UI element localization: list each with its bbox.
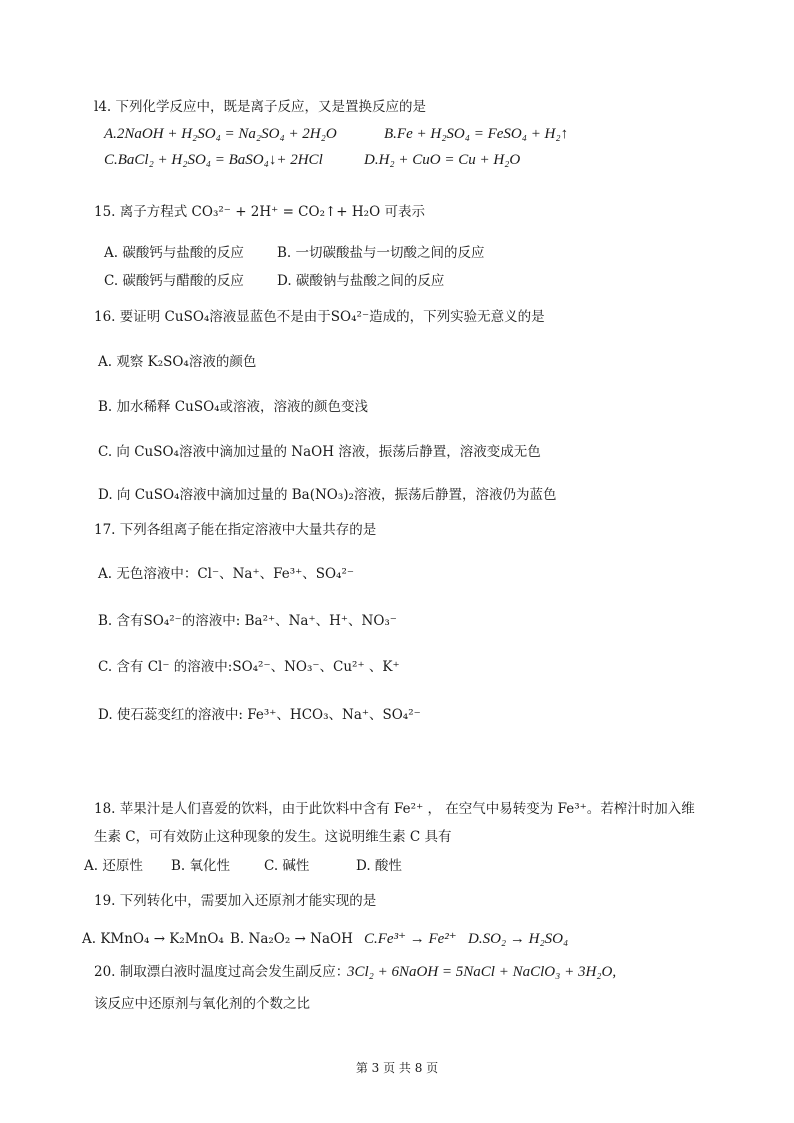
q18-option-a: A. 还原性 (84, 858, 143, 874)
q16-option-c: C. 向 CuSO₄溶液中滴加过量的 NaOH 溶液，振荡后静置，溶液变成无色 (98, 444, 541, 460)
q16-option-a: A. 观察 K₂SO₄溶液的颜色 (98, 354, 257, 370)
q17-option-a: A. 无色溶液中：Cl⁻、Na⁺、Fe³⁺、SO₄²⁻ (98, 566, 355, 582)
q19-option-c: C.Fe³⁺ → Fe²⁺ (364, 931, 457, 947)
q15-option-b: B. 一切碳酸盐与一切酸之间的反应 (277, 245, 485, 261)
q17-option-c: C. 含有 Cl⁻ 的溶液中:SO₄²⁻、NO₃⁻、Cu²⁺ 、K⁺ (98, 659, 400, 675)
q19-option-a: A. KMnO₄ → K₂MnO₄ (82, 931, 224, 947)
q15-option-a: A. 碳酸钙与盐酸的反应 (104, 245, 244, 261)
q18-stem-line1: 18. 苹果汁是人们喜爱的饮料，由于此饮料中含有 Fe²⁺ ， 在空气中易转变为 Fe³⁺。若榨汁时加入维 (94, 801, 695, 817)
q20-stem-line2: 该反应中还原剂与氧化剂的个数之比 (94, 996, 310, 1012)
q14-option-a: A.2NaOH + H₂SO₄ = Na₂SO₄ + 2H₂O (104, 126, 337, 142)
page-footer: 第 3 页 共 8 页 (355, 1061, 439, 1075)
q19-stem: 19. 下列转化中，需要加入还原剂才能实现的是 (94, 893, 377, 909)
q18-stem-line2: 生素 C，可有效防止这种现象的发生。这说明维生素 C 具有 (94, 829, 452, 845)
q15-stem: 15. 离子方程式 CO₃²⁻ + 2H⁺ = CO₂↑+ H₂O 可表示 (94, 204, 425, 220)
q17-option-b: B. 含有SO₄²⁻的溶液中: Ba²⁺、Na⁺、H⁺、NO₃⁻ (98, 613, 397, 629)
q18-option-c: C. 碱性 (264, 858, 310, 874)
q16-option-d: D. 向 CuSO₄溶液中滴加过量的 Ba(NO₃)₂溶液，振荡后静置，溶液仍为蓝色 (98, 487, 557, 503)
q18-option-b: B. 氧化性 (171, 858, 231, 874)
q15-option-c: C. 碳酸钙与醋酸的反应 (104, 273, 244, 289)
q17-stem: 17. 下列各组离子能在指定溶液中大量共存的是 (94, 522, 377, 538)
q16-option-b: B. 加水稀释 CuSO₄或溶液，溶液的颜色变浅 (98, 399, 369, 415)
q18-option-d: D. 酸性 (356, 858, 402, 874)
q16-stem: 16. 要证明 CuSO₄溶液显蓝色不是由于SO₄²⁻造成的，下列实验无意义的是 (94, 309, 545, 325)
q15-option-d: D. 碳酸钠与盐酸之间的反应 (277, 273, 445, 289)
q14-option-d: D.H₂ + CuO = Cu + H₂O (364, 152, 521, 168)
q20-equation: 3Cl₂ + 6NaOH = 5NaCl + NaClO₃ + 3H₂O, (347, 964, 617, 980)
q17-option-d: D. 使石蕊变红的溶液中: Fe³⁺、HCO₃、Na⁺、SO₄²⁻ (98, 707, 421, 723)
q14-option-b: B.Fe + H₂SO₄ = FeSO₄ + H₂↑ (384, 126, 569, 142)
q20-stem: 20. 制取漂白液时温度过高会发生副反应： (94, 964, 350, 980)
q14-stem: l4. 下列化学反应中，既是离子反应，又是置换反应的是 (94, 99, 426, 115)
q14-option-c: C.BaCl₂ + H₂SO₄ = BaSO₄↓+ 2HCl (104, 152, 323, 168)
q19-option-b: B. Na₂O₂ → NaOH (230, 931, 353, 947)
q19-option-d: D.SO₂ → H₂SO₄ (468, 931, 569, 947)
